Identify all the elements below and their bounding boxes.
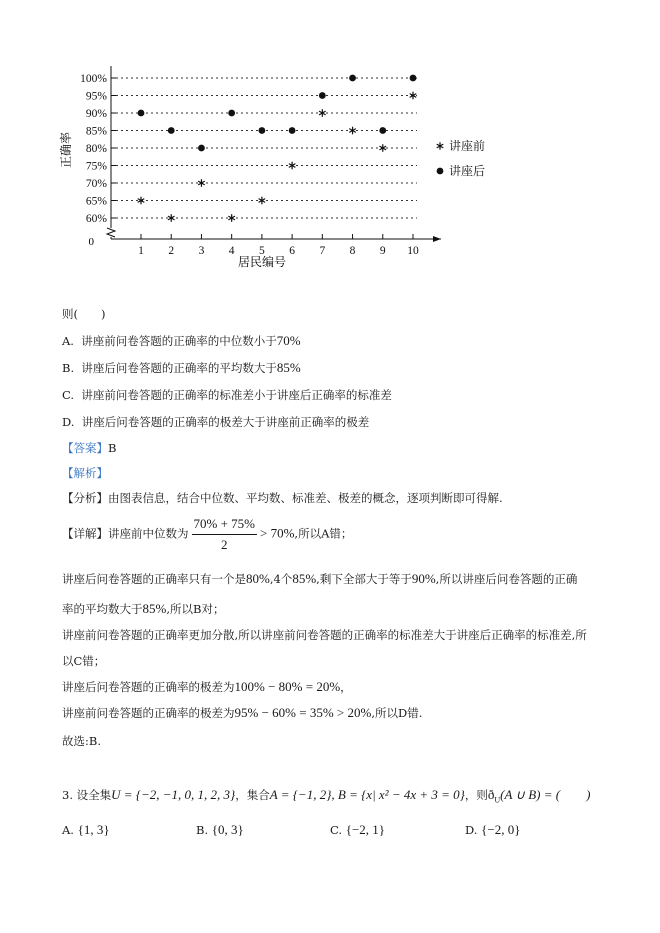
after-marker [289,127,296,134]
after-marker [319,92,326,99]
detail-b-line1: 讲座后问卷答题的正确率只有一个是80%,4个85%,剩下全部大于等于90%,所以讲座后问卷答题的正确 [62,571,578,586]
before-marker [198,179,205,187]
option-text: 讲座后问卷答题的正确率的平均数大于 [81,361,277,375]
q3-option-c: C. {−2, 1} [330,822,386,837]
final-choice: 故选:B. [62,734,101,748]
question-stem: 则( ) [62,307,106,321]
before-marker [289,162,296,170]
before-marker [138,197,145,205]
analysis-tag: 【解析】 [62,466,108,480]
y-axis-label: 正确率 [59,131,73,169]
q3-option-a: A. {1, 3} [62,822,110,837]
option-c [62,387,392,403]
detail-c-line1: 讲座前问卷答题的正确率更加分散,所以讲座前问卷答题的正确率的标准差大于讲座后正确率的标准差,所 [62,628,587,642]
x-tick-label: 9 [379,245,386,257]
question-3-stem: 3. 设全集U = {−2, −1, 0, 1, 2, 3}，集合A = {−1, 2}, B = {x| x² − 4x + 3 = 0}，则$ð_U(A$ ∪ B) = ( ) [62,787,591,805]
option-value: 85% [276,360,301,375]
legend-label-before: 讲座前 [449,139,486,153]
median-fraction [192,514,258,555]
detail-d-line2: 讲座前问卷答题的正确率的极差为95% − 60% = 35% > 20%,所以D错. [62,705,423,720]
y-tick-label: 70% [85,178,107,190]
y-tick-label: 85% [85,125,107,138]
after-marker [349,75,356,82]
x-tick-label: 4 [228,245,235,257]
before-marker [228,214,235,222]
sets-a-b: A = {−1, 2}, B = {x| x² − 4x + 3 = 0} [269,787,465,802]
fenxi-line [62,490,503,506]
x-tick-label: 2 [168,245,175,257]
fraction-denominator: 2 [221,537,228,552]
option-label: C. [62,388,75,402]
x-tick-label: 6 [289,245,295,257]
y-tick-label: 90% [85,108,107,120]
x-tick-label: 3 [198,245,205,257]
before-marker [437,142,444,150]
fenxi-text: 由图表信息，结合中位数、平均数、标准差、极差的概念，逐项判断即可得解. [108,491,503,505]
after-marker [410,75,417,82]
y-tick-label: 95% [85,90,107,103]
option-value: 70% [276,333,301,348]
after-marker [138,110,145,117]
xiangjie-line [62,514,352,555]
option-label: D. [62,415,75,429]
after-marker [228,110,235,117]
y-tick-label: 100% [80,73,107,85]
grid-lines [111,78,417,218]
scatter-chart [0,0,660,290]
before-marker [259,197,266,205]
chart-legend [437,138,485,178]
answer-tag: 【答案】 [62,441,108,455]
q3-option-d: D. {−2, 0} [465,822,521,837]
option-text: 讲座后问卷答题的正确率的极差大于讲座前正确率的极差 [81,415,370,429]
legend-label-after: 讲座后 [449,164,486,178]
x-tick-label: 7 [319,245,326,257]
before-marker [349,127,356,135]
tick-labels [80,73,419,257]
option-text: 讲座前问卷答题的正确率的标准差小于讲座后正确率的标准差 [81,388,392,402]
answer-line [62,440,116,456]
option-b [62,360,301,376]
after-marker [198,145,205,152]
q3-option-b: B. {0, 3} [196,822,244,837]
y-tick-label: 65% [85,195,107,208]
answer-value: B [108,441,117,455]
inequality: > 70% [260,525,295,541]
before-marker [379,144,386,152]
y-tick-label: 80% [85,143,107,155]
axis-break [107,228,115,237]
detail-b-line2: 率的平均数大于85%,所以B对； [62,601,225,616]
option-text: 讲座前问卷答题的正确率的中位数小于 [81,334,277,348]
y-tick-label: 75% [85,160,107,173]
xiangjie-lead: 讲座前中位数为 [108,526,189,541]
detail-c-line2: 以C错； [62,654,106,668]
y-tick-label: 60% [85,213,107,225]
x-tick-label: 8 [349,245,356,257]
legend-marker-after [437,168,444,175]
complement-symbol: ð [487,787,495,802]
option-label: B. [62,361,75,375]
xiangjie-tail: ,所以A错； [294,526,353,541]
fenxi-tag: 【分析】 [62,491,108,505]
chart-axes [107,66,441,242]
complement-expr: (A ∪ B) = ( ) [500,787,591,802]
before-marker [319,109,326,117]
universal-set: U = {−2, −1, 0, 1, 2, 3} [111,787,236,802]
before-marker [168,214,175,222]
after-marker [168,127,175,134]
y-zero-label: 0 [88,236,94,248]
x-tick-label: 5 [259,245,265,257]
x-axis-arrow [433,236,441,242]
x-tick-label: 1 [138,245,144,257]
fraction-numerator: 70% + 75% [192,514,258,535]
after-marker [258,127,265,134]
detail-d-line1: 讲座后问卷答题的正确率的极差为100% − 80% = 20%， [62,679,352,694]
option-label: A. [62,334,74,348]
x-axis-label: 居民编号 [237,255,287,269]
option-a [62,333,301,349]
after-marker [379,127,386,134]
x-tick-label: 10 [407,245,419,257]
option-d [62,414,369,430]
xiangjie-tag: 【详解】 [62,526,108,541]
before-marker [410,92,417,100]
